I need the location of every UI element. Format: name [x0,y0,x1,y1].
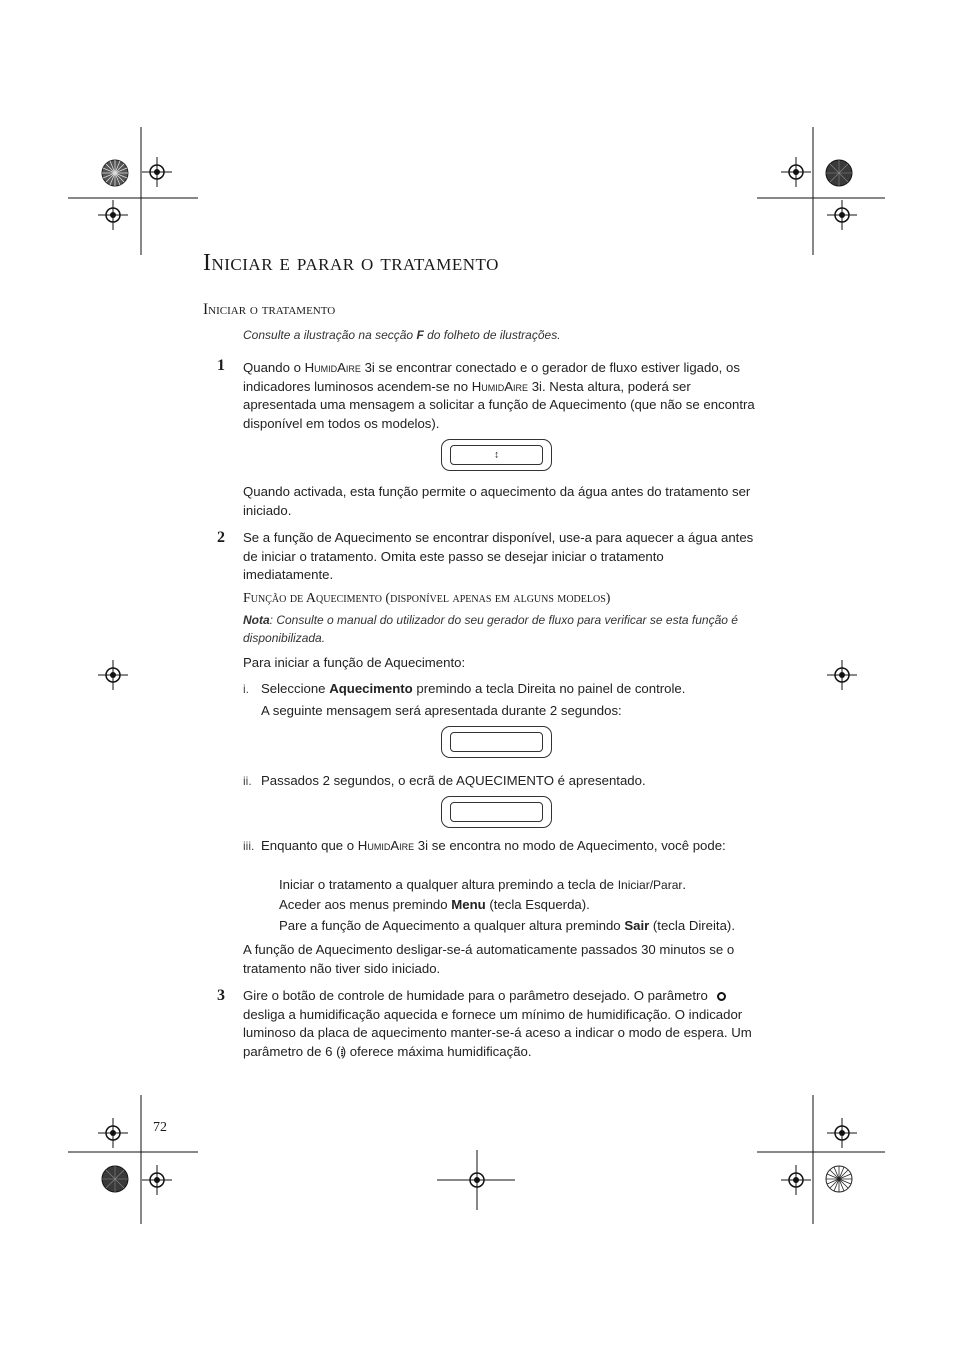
item-text: Enquanto que o [261,838,358,853]
section-title: Iniciar o tratamento [203,301,336,318]
reference-suffix: do folheto de ilustrações. [423,328,561,342]
option-text: . [682,877,687,892]
registration-target-icon [827,1118,857,1148]
option-menus [279,897,590,912]
model-name: 3i [360,360,375,375]
auto-off-note: A função de Aquecimento desligar-se-á automaticamente passados 30 minutos se o tratamento não tiver sido iniciado. [243,942,735,976]
starburst-icon [824,1164,854,1194]
list-marker: i. [243,682,249,696]
registration-target-icon [781,157,811,187]
option-start-treatment [279,877,686,892]
option-text: (tecla Direita). [649,918,735,933]
item-text: se encontra no modo de Aquecimento, você pode: [428,838,726,853]
heating-item-2: Passados 2 segundos, o ecrã de AQUECIMENTO é apresentado. [261,773,646,788]
illustration-reference [243,328,561,342]
option-text: Aceder aos menus premindo [279,897,452,912]
registration-target-icon [98,200,128,230]
registration-target-icon [781,1165,811,1195]
lcd-screen [450,802,543,822]
note-label: Nota [243,613,270,627]
item-text: premindo a tecla Direita no painel de controle. [412,681,686,696]
off-setting-icon [717,992,726,1001]
starburst-icon [100,158,130,188]
note [243,612,755,647]
registration-target-icon [98,1118,128,1148]
step-1-text-a: Quando o [243,360,305,375]
step-3-text-c: ) oferece máxima humidificação. [341,1043,532,1059]
menu-key: Menu [451,897,486,912]
step-1-text-c: . Nesta altura, poderá ser apresentada uma mensagem a solicitar a função de Aquecimento (que não se encontra disponível em todos os modelos). [243,378,755,431]
reference-letter: F [416,328,424,342]
option-text: (tecla Esquerda). [485,897,590,912]
model-name: 3i [528,378,542,394]
reference-prefix: Consulte a ilustração na secção [243,328,417,342]
step-1-after: Quando activada, esta função permite o aquecimento da água antes do tratamento ser iniciado. [243,484,751,518]
registration-target-icon [827,200,857,230]
step-3-text-b: desliga a humidificação aquecida e fornece um mínimo de humidificação. O indicador luminoso da placa de aquecimento manter-se-á aceso a indicar o modo de espera. Um parâmetro de 6 ( [243,1006,752,1059]
note-text: : Consulte o manual do utilizador do seu gerador de fluxo para verificar se esta função é disponibilizada. [243,613,738,645]
option-stop [279,918,735,933]
page-title: Iniciar e parar o tratamento [203,250,499,276]
registration-target-icon [98,660,128,690]
page-number: 72 [153,1120,167,1135]
model-name: 3i [414,838,429,853]
heating-heading: Função de Aquecimento (disponível apenas em alguns modelos) [243,591,611,606]
step-1-text [243,359,755,433]
step-1-text-b: se encontrar conectado e o gerador de fluxo estiver ligado, os indicadores luminosos acendem-se no [243,360,740,394]
list-marker: iii. [243,839,255,853]
registration-target-icon [827,660,857,690]
heating-item-1 [261,680,751,699]
item-text: Seleccione [261,681,330,696]
registration-target-icon [142,157,172,187]
list-marker: ii. [243,774,252,788]
brand-name: HumidAire [304,360,361,375]
registration-target-icon [142,1165,172,1195]
center-crop-line [437,1150,517,1210]
lcd-display [441,439,552,471]
lcd-screen [450,732,543,752]
step-number: 1 [217,357,225,374]
exit-key: Sair [624,918,650,933]
heating-intro: Para iniciar a função de Aquecimento: [243,655,466,670]
starburst-icon [824,158,854,188]
aquecimento-option: Aquecimento [329,681,413,696]
option-text: Pare a função de Aquecimento a qualquer altura premindo [279,918,625,933]
step-number: 3 [217,987,225,1004]
max-setting-icon: ⦙⦙⦙⦙⦙ [340,1047,342,1059]
up-down-arrow-icon: ↕ [494,449,499,461]
step-number: 2 [217,529,225,546]
brand-name: HumidAire [471,378,529,394]
option-key: Iniciar/Parar [617,878,683,892]
lcd-display [441,726,552,758]
step-3-text [243,987,755,1063]
heating-item-1-line2: A seguinte mensagem será apresentada durante 2 segundos: [261,703,622,718]
step-2-text: Se a função de Aquecimento se encontrar disponível, use-a para aquecer a água antes de iniciar o tratamento. Omita este passo se desejar iniciar o tratamento imediatamente. [243,530,754,582]
lcd-display [441,796,552,828]
brand-name: HumidAire [357,838,415,853]
option-text: Iniciar o tratamento a qualquer altura premindo a tecla de [279,877,618,892]
heating-item-3 [261,837,751,856]
step-3-text-a: Gire o botão de controle de humidade para o parâmetro desejado. O parâmetro [243,988,712,1003]
lcd-screen [450,445,543,465]
starburst-icon [100,1164,130,1194]
